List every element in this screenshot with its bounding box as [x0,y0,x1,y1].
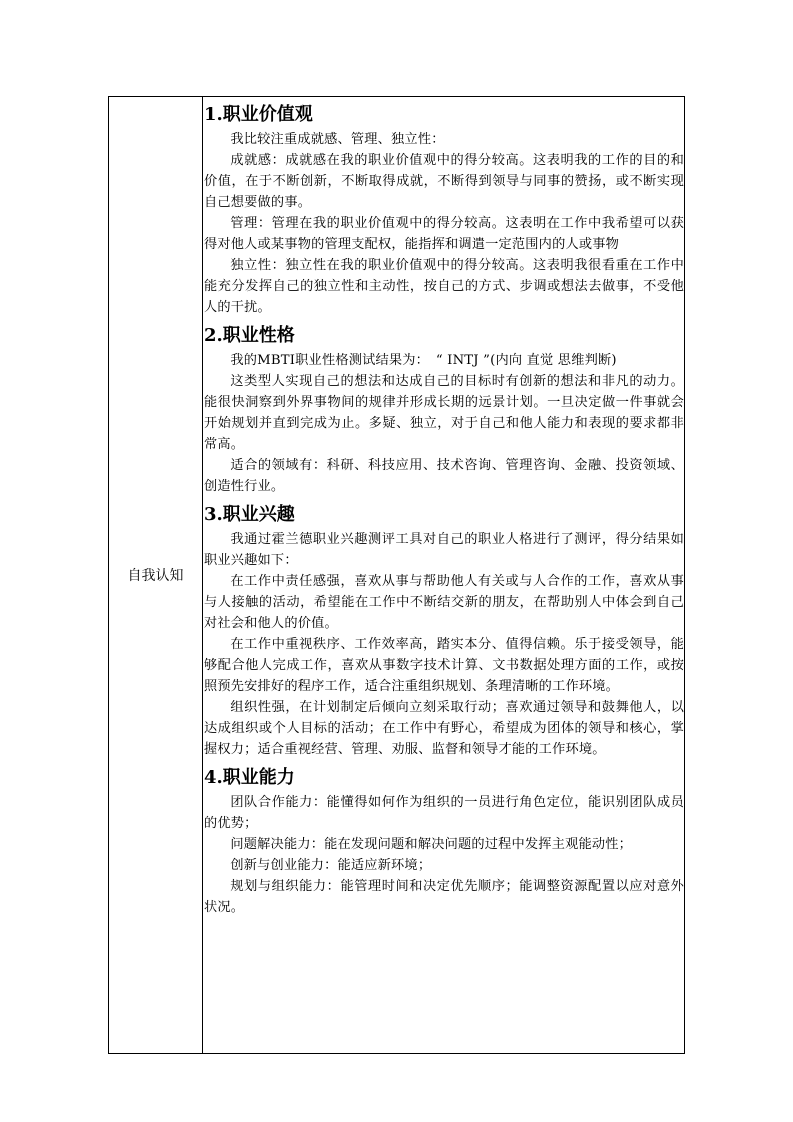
paragraph: 组织性强，在计划制定后倾向立刻采取行动；喜欢通过领导和鼓舞他人，以达成组织或个人目标的活动；在工作中有野心，希望成为团体的领导和核心，掌握权力；适合重视经营、管理、劝服、监督和领导才能的工作环境。 [204,700,684,757]
paragraph: 我的MBTI职业性格测试结果为： “ INTJ ”(内向 直觉 思维判断) [230,353,617,368]
section-title: 4.职业能力 [204,767,295,788]
paragraph: 问题解决能力：能在发现问题和解决问题的过程中发挥主观能动性； [230,837,633,852]
paragraph: 独立性：独立性在我的职业价值观中的得分较高。这表明我很看重在工作中能充分发挥自己的独立性和主动性，按自己的方式、步调或想法去做事，不受他人的干扰。 [204,258,684,315]
content-cell [203,97,685,1054]
paragraph: 适合的领域有：科研、科技应用、技术咨询、管理咨询、金融、投资领域、创造性行业。 [204,458,684,494]
paragraph: 在工作中重视秩序、工作效率高，踏实本分、值得信赖。乐于接受领导，能够配合他人完成工作，喜欢从事数字技术计算、文书数据处理方面的工作，或按照预先安排好的程序工作，适合注重组织规划、条理清晰的工作环境。 [204,637,684,694]
paragraph: 我比较注重成就感、管理、独立性： [230,132,445,147]
paragraph: 管理：管理在我的职业价值观中的得分较高。这表明在工作中我希望可以获得对他人或某事物的管理支配权，能指挥和调遣一定范围内的人或事物 [204,216,684,252]
paragraph: 团队合作能力：能懂得如何作为组织的一员进行角色定位，能识别团队成员的优势； [204,795,684,831]
paragraph: 这类型人实现自己的想法和达成自己的目标时有创新的想法和非凡的动力。能很快洞察到外界事物间的规律并形成长期的远景计划。一旦决定做一件事就会开始规划并直到完成为止。多疑、独立，对于自己和他人能力和表现的要求都非常高。 [204,374,684,452]
section-title: 2.职业性格 [204,325,295,346]
section-title: 3.职业兴趣 [204,504,295,525]
paragraph: 创新与创业能力：能适应新环境； [230,858,432,873]
self-awareness-table [108,96,685,1054]
section-interests [204,503,684,760]
section-work-values [204,103,684,318]
section-title: 1.职业价值观 [204,104,313,125]
table-row [109,97,685,1054]
row-label: 自我认知 [109,97,203,1054]
paragraph: 规划与组织能力：能管理时间和决定优先顺序；能调整资源配置以应对意外状况。 [204,879,684,915]
section-personality [204,324,684,497]
paragraph: 成就感：成就感在我的职业价值观中的得分较高。这表明我的工作的目的和价值，在于不断创新，不断取得成就，不断得到领导与同事的赞扬，或不断实现自己想要做的事。 [204,153,684,210]
paragraph: 我通过霍兰德职业兴趣测评工具对自己的职业人格进行了测评，得分结果如职业兴趣如下： [204,532,684,568]
section-abilities [204,766,684,918]
paragraph: 在工作中责任感强，喜欢从事与帮助他人有关或与人合作的工作，喜欢从事与人接触的活动，希望能在工作中不断结交新的朋友，在帮助别人中体会到自己对社会和他人的价值。 [204,574,684,631]
